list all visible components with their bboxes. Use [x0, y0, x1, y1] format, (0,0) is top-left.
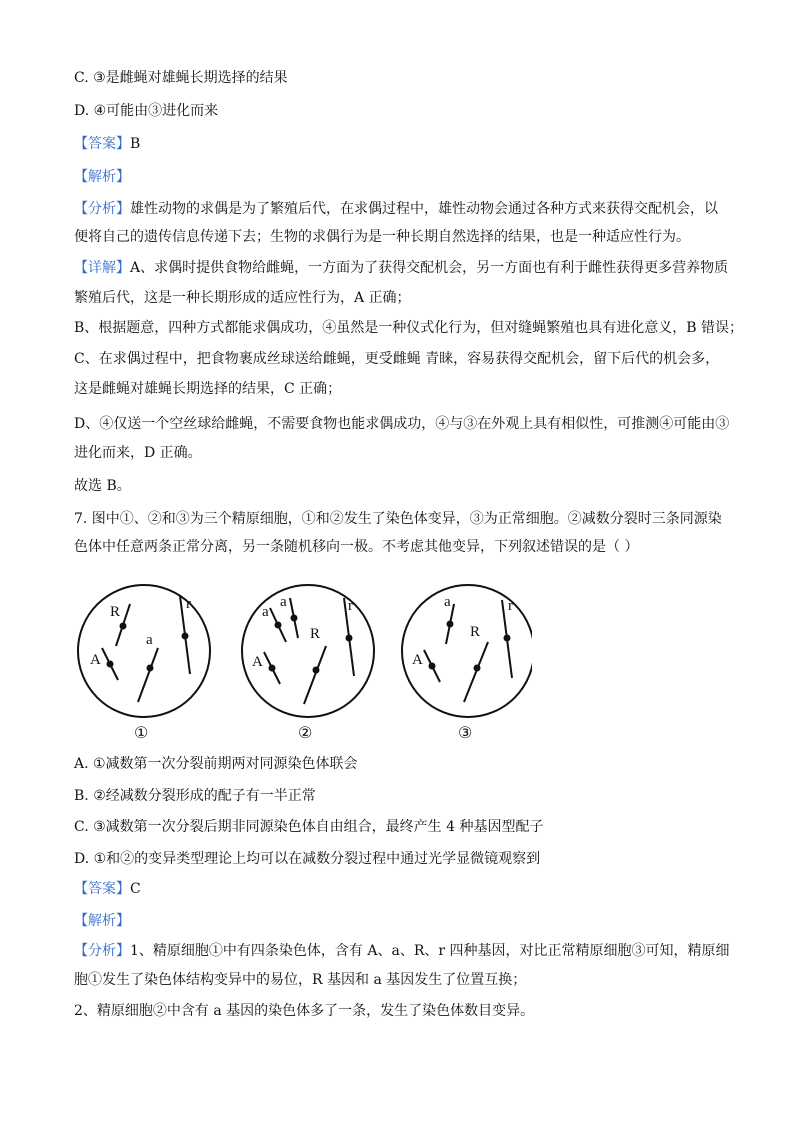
line-text: D. ④可能由③进化而来	[74, 103, 219, 119]
cell-3-centromere-A	[429, 663, 435, 669]
cell-1	[78, 585, 210, 740]
section-tag: 【答案】	[74, 881, 130, 897]
line-text: B	[130, 136, 141, 152]
text-line	[74, 509, 722, 529]
text-line	[74, 817, 543, 837]
cell-2-gene-A: A	[252, 654, 263, 670]
cell-2-centromere-a1	[275, 622, 281, 628]
cell-1-centromere-a	[147, 665, 153, 671]
line-text: 胞①发生了染色体结构变异中的易位，R 基因和 a 基因发生了位置互换；	[74, 972, 527, 988]
line-text: A、求偶时提供食物给雌蝇，一方面为了获得交配机会，另一方面也有利于雌性获得更多营养物质	[130, 260, 729, 276]
cell-1-centromere-R	[120, 623, 126, 629]
cell-2-gene-a2: a	[280, 594, 287, 610]
cell-2-label: ②	[298, 725, 313, 740]
section-tag: 【详解】	[74, 260, 130, 276]
cell-3-gene-r: r	[508, 598, 513, 614]
text-line	[74, 879, 141, 899]
spermatogonia-figure	[72, 580, 532, 740]
line-text: C. ③减数第一次分裂后期非同源染色体自由组合，最终产生 4 种基因型配子	[74, 819, 544, 835]
line-text: C. ③是雌蝇对雄蝇长期选择的结果	[74, 70, 288, 86]
cell-2-gene-r: r	[348, 598, 353, 614]
line-text: 这是雌蝇对雄蝇长期选择的结果，C 正确；	[74, 381, 342, 397]
line-text: 便将自己的遗传信息传递下去；生物的求偶行为是一种长期自然选择的结果，也是一种适应性行为。	[74, 229, 690, 245]
cell-2-centromere-r	[346, 635, 352, 641]
cell-2-gene-R: R	[310, 626, 321, 642]
text-line	[74, 318, 743, 338]
section-tag: 【解析】	[74, 169, 130, 185]
text-line	[74, 379, 341, 399]
cell-3-centromere-R	[474, 665, 480, 671]
line-text: C、在求偶过程中，把食物裹成丝球送给雌蝇，更受雌蝇 青睐，容易获得交配机会，留下后代的机会多，	[74, 351, 720, 367]
text-line	[74, 227, 690, 247]
cell-3-centromere-r	[504, 635, 510, 641]
text-line	[74, 849, 540, 869]
text-line	[74, 476, 131, 496]
line-text: B、根据题意，四种方式都能求偶成功，④虽然是一种仪式化行为，但对缝蝇繁殖也具有进化意义，B 错误；	[74, 320, 744, 336]
text-line	[74, 349, 719, 369]
text-line	[74, 941, 730, 961]
cell-3-gene-R: R	[470, 624, 481, 640]
cell-1-gene-R: R	[110, 604, 121, 620]
cell-3-centromere-a	[447, 621, 453, 627]
cell-1-centromere-A	[107, 661, 113, 667]
text-line	[74, 101, 218, 121]
line-text: D、④仅送一个空丝球给雌蝇，不需要食物也能求偶成功，④与③在外观上具有相似性，可推测④可能由③	[74, 416, 730, 432]
text-line	[74, 414, 729, 434]
cell-2	[242, 585, 374, 740]
text-line	[74, 754, 358, 774]
cell-2-gene-a1: a	[262, 604, 269, 620]
cell-3-gene-a: a	[444, 594, 451, 610]
cell-1-gene-r: r	[186, 596, 191, 612]
line-text: B. ②经减数分裂形成的配子有一半正常	[74, 788, 316, 804]
line-text: 故选 B。	[74, 478, 131, 494]
line-text: 进化而来，D 正确。	[74, 445, 202, 461]
section-tag: 【解析】	[74, 913, 130, 929]
cell-1-gene-a: a	[146, 632, 153, 648]
text-line	[74, 199, 718, 219]
cell-2-centromere-R	[313, 667, 319, 673]
text-line	[74, 258, 728, 278]
line-text: 2、精原细胞②中含有 a 基因的染色体多了一条，发生了染色体数目变异。	[74, 1003, 535, 1019]
text-line	[74, 167, 130, 187]
line-text: D. ①和②的变异类型理论上均可以在减数分裂过程中通过光学显微镜观察到	[74, 851, 541, 867]
cell-2-centromere-a2	[291, 615, 297, 621]
cell-2-chromosome-R	[304, 646, 326, 704]
cell-3-chromosome-R	[464, 642, 488, 702]
cell-2-centromere-A	[269, 665, 275, 671]
text-line	[74, 786, 316, 806]
cell-3-gene-A: A	[412, 652, 423, 668]
cell-1-label: ①	[134, 725, 149, 740]
text-line	[74, 288, 411, 308]
line-text: C	[130, 881, 141, 897]
cell-3-label: ③	[458, 725, 473, 740]
line-text: 繁殖后代，这是一种长期形成的适应性行为，A 正确；	[74, 290, 411, 306]
line-text: A. ①减数第一次分裂前期两对同源染色体联会	[74, 756, 358, 772]
text-line	[74, 970, 526, 990]
cell-3	[402, 585, 532, 740]
cell-1-gene-A: A	[90, 652, 101, 668]
line-text: 色体中任意两条正常分离，另一条随机移向一极。不考虑其他变异，下列叙述错误的是（ ）	[74, 539, 639, 555]
text-line	[74, 537, 638, 557]
text-line	[74, 1001, 534, 1021]
text-line	[74, 134, 140, 154]
section-tag: 【分析】	[74, 201, 130, 217]
text-line	[74, 911, 130, 931]
line-text: 1、精原细胞①中有四条染色体，含有 A、a、R、r 四种基因，对比正常精原细胞③可知，精原细	[130, 943, 730, 959]
cell-1-chromosome-a	[138, 648, 158, 702]
text-line	[74, 443, 202, 463]
section-tag: 【答案】	[74, 136, 130, 152]
line-text: 7. 图中①、②和③为三个精原细胞，①和②发生了染色体变异，③为正常细胞。②减数分裂时三条同源染	[74, 511, 722, 527]
line-text: 雄性动物的求偶是为了繁殖后代，在求偶过程中，雄性动物会通过各种方式来获得交配机会，以	[130, 201, 718, 217]
section-tag: 【分析】	[74, 943, 130, 959]
text-line	[74, 68, 288, 88]
cell-1-centromere-r	[182, 633, 188, 639]
